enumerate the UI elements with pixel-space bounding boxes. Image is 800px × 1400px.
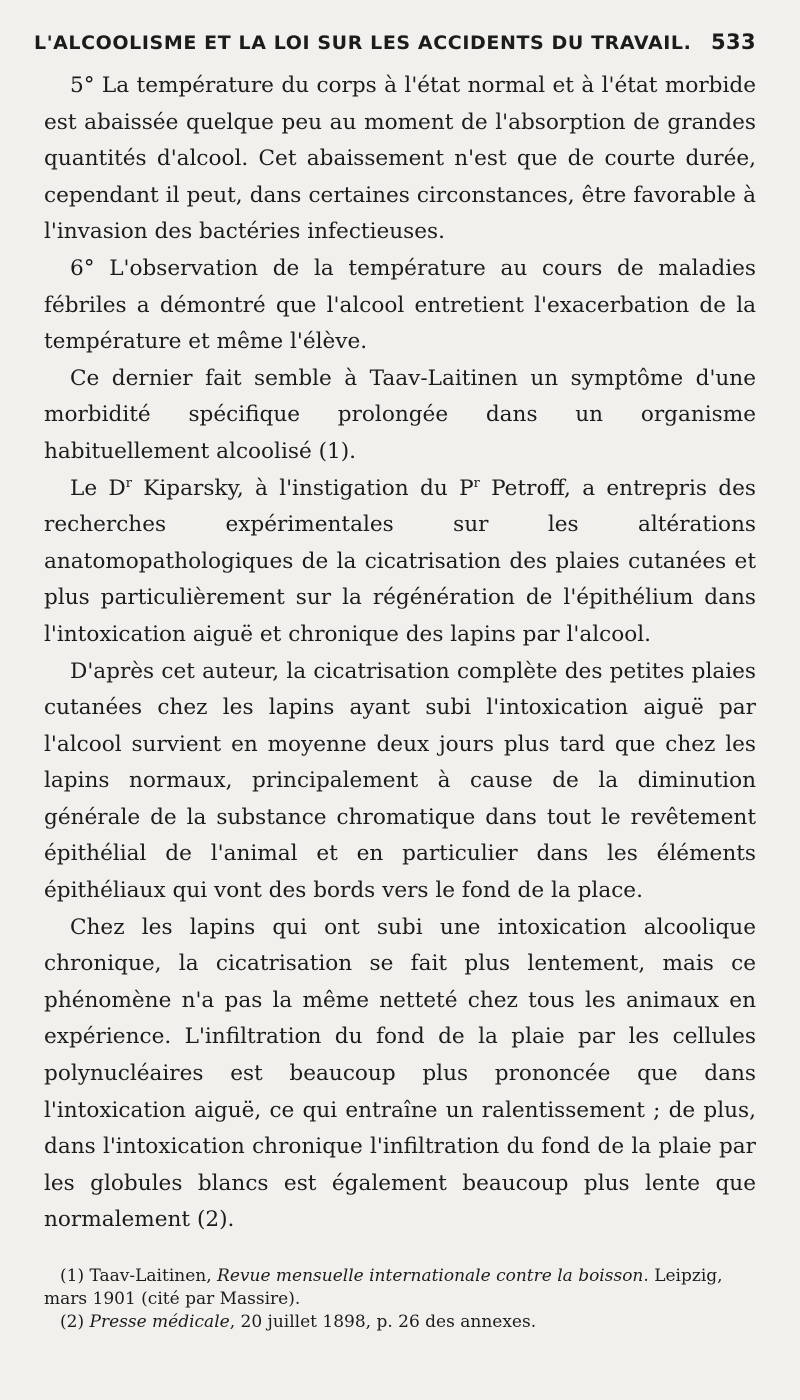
body-text (44, 68, 756, 1239)
footnotes (44, 1265, 756, 1334)
paragraph-taav-laitinen: Ce dernier fait semble à Taav-Laitinen un symptôme d'une morbidité spécifique prolongée dans un organisme habituellement alcoolisé (1). (44, 365, 756, 464)
running-title: L'ALCOOLISME ET LA LOI SUR LES ACCIDENTS DU TRAVAIL. (34, 32, 692, 54)
footnote-1-marker: (1) (60, 1266, 85, 1286)
footnote-2-marker: (2) (60, 1312, 85, 1332)
paragraph-5: 5° La température du corps à l'état normal et à l'état morbide est abaissée quelque peu au moment de l'absorption de grandes quantités d'alcool. Cet abaissement n'est que de courte durée, cependant il peut, dans certaines circonstances, être favorable à l'invasion des bactéries infectieuses. (44, 73, 756, 245)
footnote-1 (44, 1265, 756, 1311)
footnote-2 (44, 1311, 756, 1334)
footnote-1-rest: . Leipzig, mars 1901 (cité par Massire). (44, 1266, 723, 1309)
paragraph-cicatrisation-chronique: Chez les lapins qui ont subi une intoxication alcoolique chronique, la cicatrisation se fait plus lentement, mais ce phénomène n'a pas la même netteté chez tous les animaux en expérience. L'infiltration du fond de la plaie par les cellules polynucléaires est beaucoup plus prononcée que dans l'intoxication aiguë, ce qui entraîne un ralentissement ; de plus, dans l'intoxication chronique l'infiltration du fond de la plaie par les globules blancs est également beaucoup plus lente que normalement (2). (44, 914, 756, 1233)
kiparsky-rest: Petroff, a entrepris des recherches expérimentales sur les altérations anatomopathologiques de la cicatrisation des plaies cutanées et plus particulièrement sur la régénération de l'épithélium dans l'intoxication aiguë et chronique des lapins par l'alcool. (44, 475, 756, 647)
running-head (34, 30, 756, 54)
dr-superscript: r (125, 475, 132, 491)
paragraph-kiparsky (44, 471, 756, 654)
page-number: 533 (710, 30, 756, 54)
footnote-2-journal: Presse médicale (89, 1312, 230, 1332)
footnote-1-author: Taav-Laitinen, (84, 1266, 218, 1286)
paragraph-6: 6° L'observation de la température au cours de maladies fébriles a démontré que l'alcool entretient l'exacerbation de la température et même l'élève. (44, 255, 756, 355)
paragraph-cicatrisation-aigue: D'après cet auteur, la cicatrisation complète des petites plaies cutanées chez les lapins ayant subi l'intoxication aiguë par l'alcool survient en moyenne deux jours plus tard que chez les lapins normaux, principalement à cause de la diminution générale de la substance chromatique dans tout le revêtement épithélial de l'animal et en particulier dans les éléments épithéliaux qui vont des bords vers le fond de la place. (44, 658, 756, 904)
pr-superscript: r (473, 475, 480, 491)
kiparsky-lead: Le D (70, 475, 126, 501)
footnote-1-journal: Revue mensuelle internationale contre la boisson (217, 1266, 644, 1286)
footnote-2-rest: , 20 juillet 1898, p. 26 des annexes. (229, 1312, 537, 1332)
kiparsky-name: Kiparsky, à l'instigation du P (131, 475, 474, 501)
